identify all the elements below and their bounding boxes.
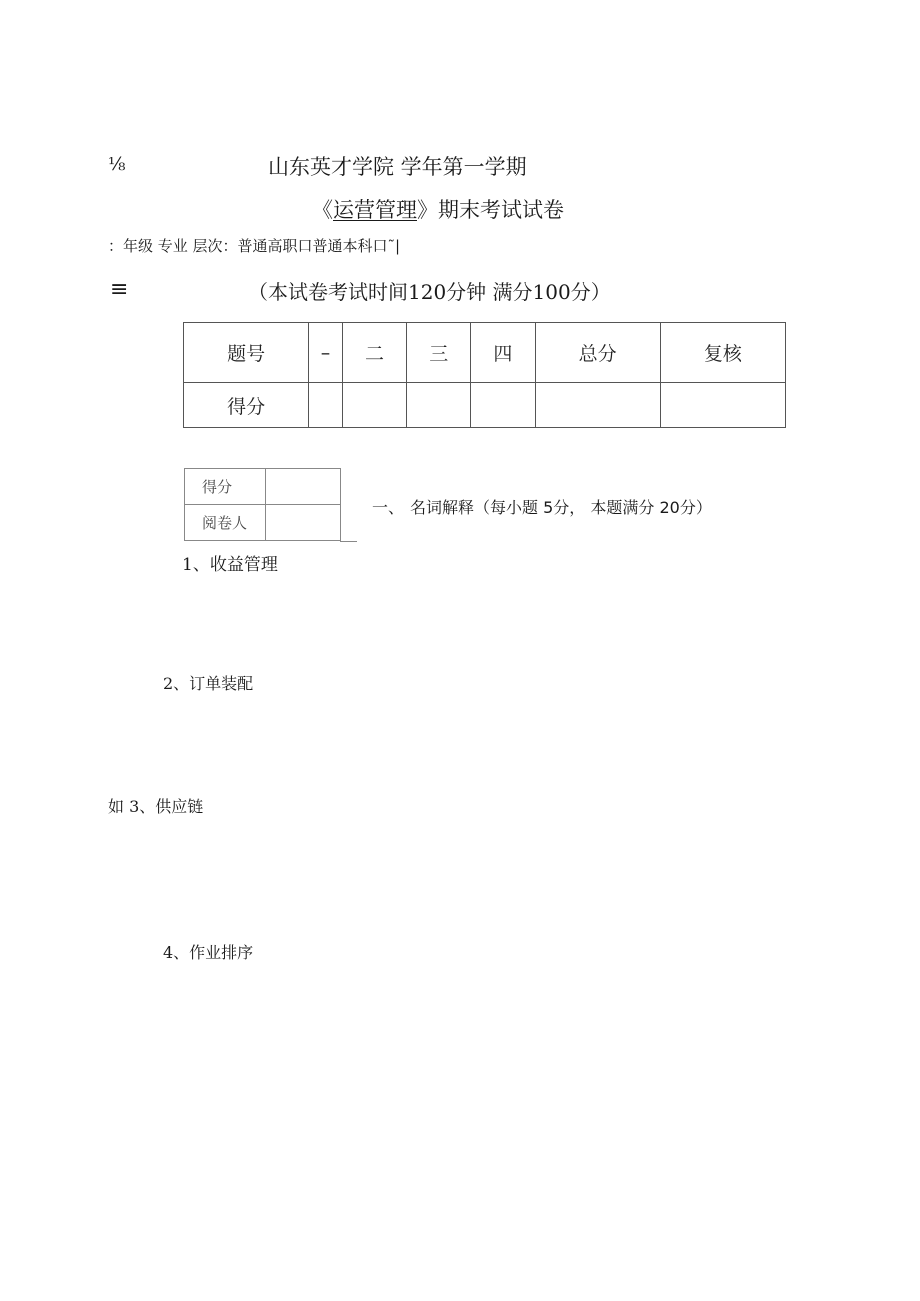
score-cell[interactable] <box>342 383 406 428</box>
corner-mark: ⅛ <box>108 154 126 175</box>
section-number: 一、 <box>372 498 405 517</box>
question-item: 1、收益管理 <box>182 555 278 575</box>
grader-table-blank[interactable] <box>266 469 341 505</box>
question-item: 2、订单装配 <box>163 674 254 693</box>
grader-table-row <box>185 505 341 541</box>
grader-table-label: 得分 <box>185 469 266 505</box>
score-cell[interactable] <box>660 383 785 428</box>
menu-icon: ≡ <box>110 277 129 302</box>
score-table-header-cell: 三 <box>407 323 471 383</box>
title-close: 》期末考试试卷 <box>417 198 564 222</box>
score-table-header-cell: – <box>309 323 343 383</box>
score-table-header-cell: 二 <box>342 323 406 383</box>
score-table-header-cell: 四 <box>471 323 535 383</box>
section-heading <box>372 495 732 520</box>
exam-title-course <box>312 194 564 224</box>
title-open-bracket: 《 <box>312 198 333 222</box>
score-table-score-row <box>184 383 786 428</box>
score-table <box>183 322 786 428</box>
course-name: 运营管理 <box>333 198 417 222</box>
exam-time-note: （本试卷考试时间120分钟 满分100分） <box>248 280 611 304</box>
score-cell[interactable] <box>309 383 343 428</box>
score-table-header-cell: 总分 <box>535 323 660 383</box>
section-grader-table <box>184 468 341 541</box>
score-cell[interactable] <box>407 383 471 428</box>
score-table-header-row <box>184 323 786 383</box>
question-item: 如 3、供应链 <box>108 797 204 816</box>
grader-table-blank[interactable] <box>266 505 341 541</box>
score-cell[interactable] <box>535 383 660 428</box>
score-table-header-cell: 复核 <box>660 323 785 383</box>
grader-table-row <box>185 469 341 505</box>
score-cell[interactable] <box>471 383 535 428</box>
score-table-header-cell: 题号 <box>184 323 309 383</box>
section-title: 名词解释（每小题 5分， 本题满分 20分） <box>410 498 712 517</box>
grader-table-label: 阅卷人 <box>185 505 266 541</box>
student-info-line: ：年级 专业 层次：普通高职口普通本科口˜| <box>108 237 401 255</box>
grader-table-underline <box>340 541 357 542</box>
score-row-label: 得分 <box>184 383 309 428</box>
exam-title-school-term: 山东英才学院 学年第一学期 <box>268 155 527 179</box>
question-item: 4、作业排序 <box>163 943 254 962</box>
